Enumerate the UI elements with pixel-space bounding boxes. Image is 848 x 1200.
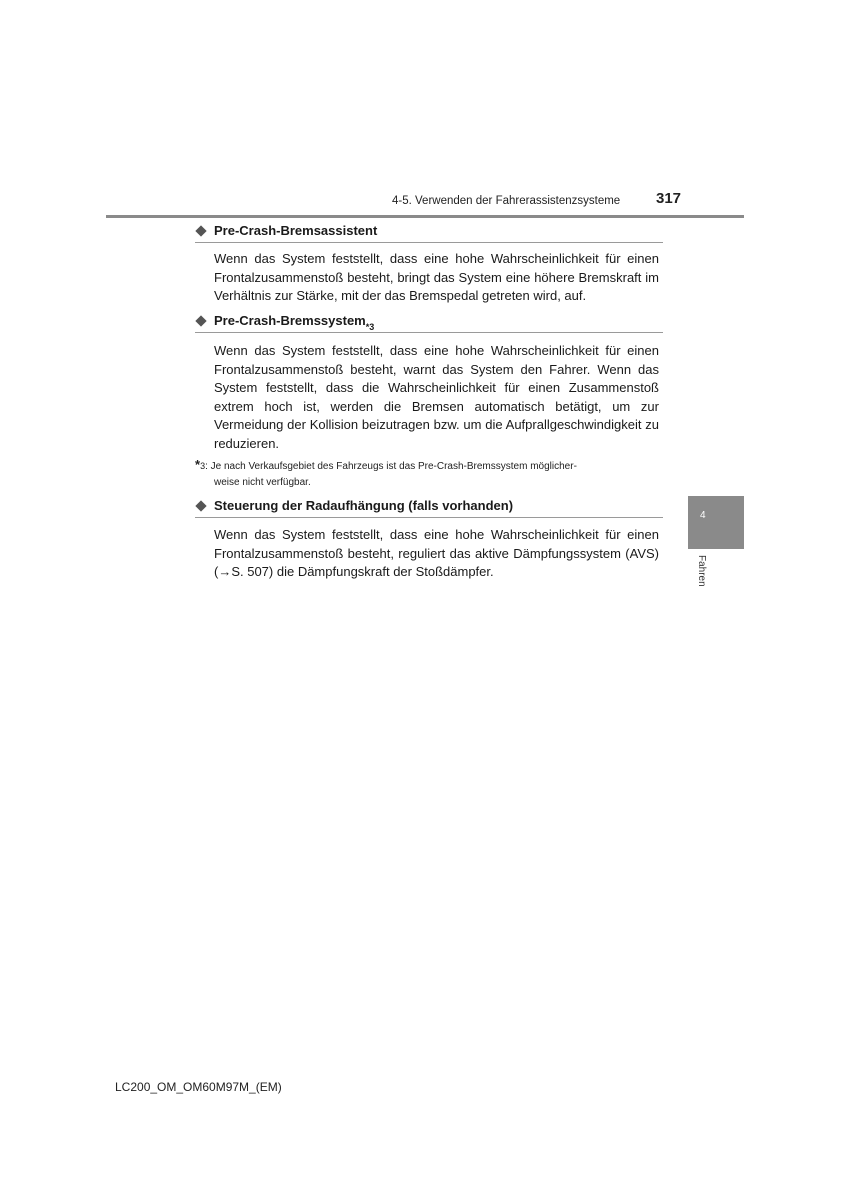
footnote-marker: *: [195, 457, 201, 472]
footnote: [195, 457, 665, 491]
footnote-line-2: weise nicht verfügbar.: [214, 477, 311, 488]
section-heading-text: Pre-Crash-Bremssystem: [214, 313, 366, 328]
section-heading-text: Steuerung der Radaufhängung (falls vorhanden): [214, 498, 514, 513]
diamond-icon: [195, 500, 206, 511]
header-divider: [106, 215, 744, 218]
diamond-icon: [195, 225, 206, 236]
footnote-number: 3: [200, 461, 206, 471]
section-heading-steuerung-radaufhaengung: [195, 498, 663, 518]
chapter-label: Fahren: [696, 555, 707, 587]
chapter-tab: [688, 496, 744, 549]
section-body-steuerung-radaufhaengung: Wenn das System feststellt, dass eine hohe Wahrscheinlichkeit für einen Frontalzusammenstoß besteht, reguliert das aktive Dämpfungssystem (AVS) (→S. 507) die Dämpfungskraft der Stoßdämpfer.: [214, 527, 659, 579]
footer-document-code: LC200_OM_OM60M97M_(EM): [115, 1080, 282, 1094]
section-body-pre-crash-bremssystem: Wenn das System feststellt, dass eine hohe Wahrscheinlichkeit für einen Frontalzusammenstoß besteht, warnt das System den Fahrer. Wenn das System feststellt, dass die Wahrscheinlichkeit für einen Zusammenstoß extrem hoch ist, werden die Bremsen automatisch betätigt, um zur Vermeidung der Kollision beizutragen bzw. um die Aufprallgeschwindigkeit zu reduzieren.: [214, 343, 659, 451]
footnote-line-1: [195, 457, 665, 475]
chapter-number: 4: [700, 510, 706, 521]
diamond-icon: [195, 315, 206, 326]
footnote-text: : Je nach Verkaufsgebiet des Fahrzeugs ist das Pre-Crash-Bremssystem möglicher-: [205, 461, 577, 472]
section-heading-text: Pre-Crash-Bremsassistent: [214, 223, 378, 238]
section-heading-pre-crash-bremssystem: Pre-Crash-Bremssystem $^{*3}$: [195, 313, 663, 333]
header-section-title: 4-5. Verwenden der Fahrerassistenzsysteme: [392, 195, 621, 207]
section-body-pre-crash-bremsassistent: Wenn das System feststellt, dass eine hohe Wahrscheinlichkeit für einen Frontalzusammenstoß besteht, bringt das System eine höhere Bremskraft im Verhältnis zur Stärke, mit der das Bremspedal getreten wird, auf.: [214, 251, 659, 303]
page-number: 317: [656, 190, 682, 207]
section-heading-pre-crash-bremsassistent: [195, 223, 663, 243]
